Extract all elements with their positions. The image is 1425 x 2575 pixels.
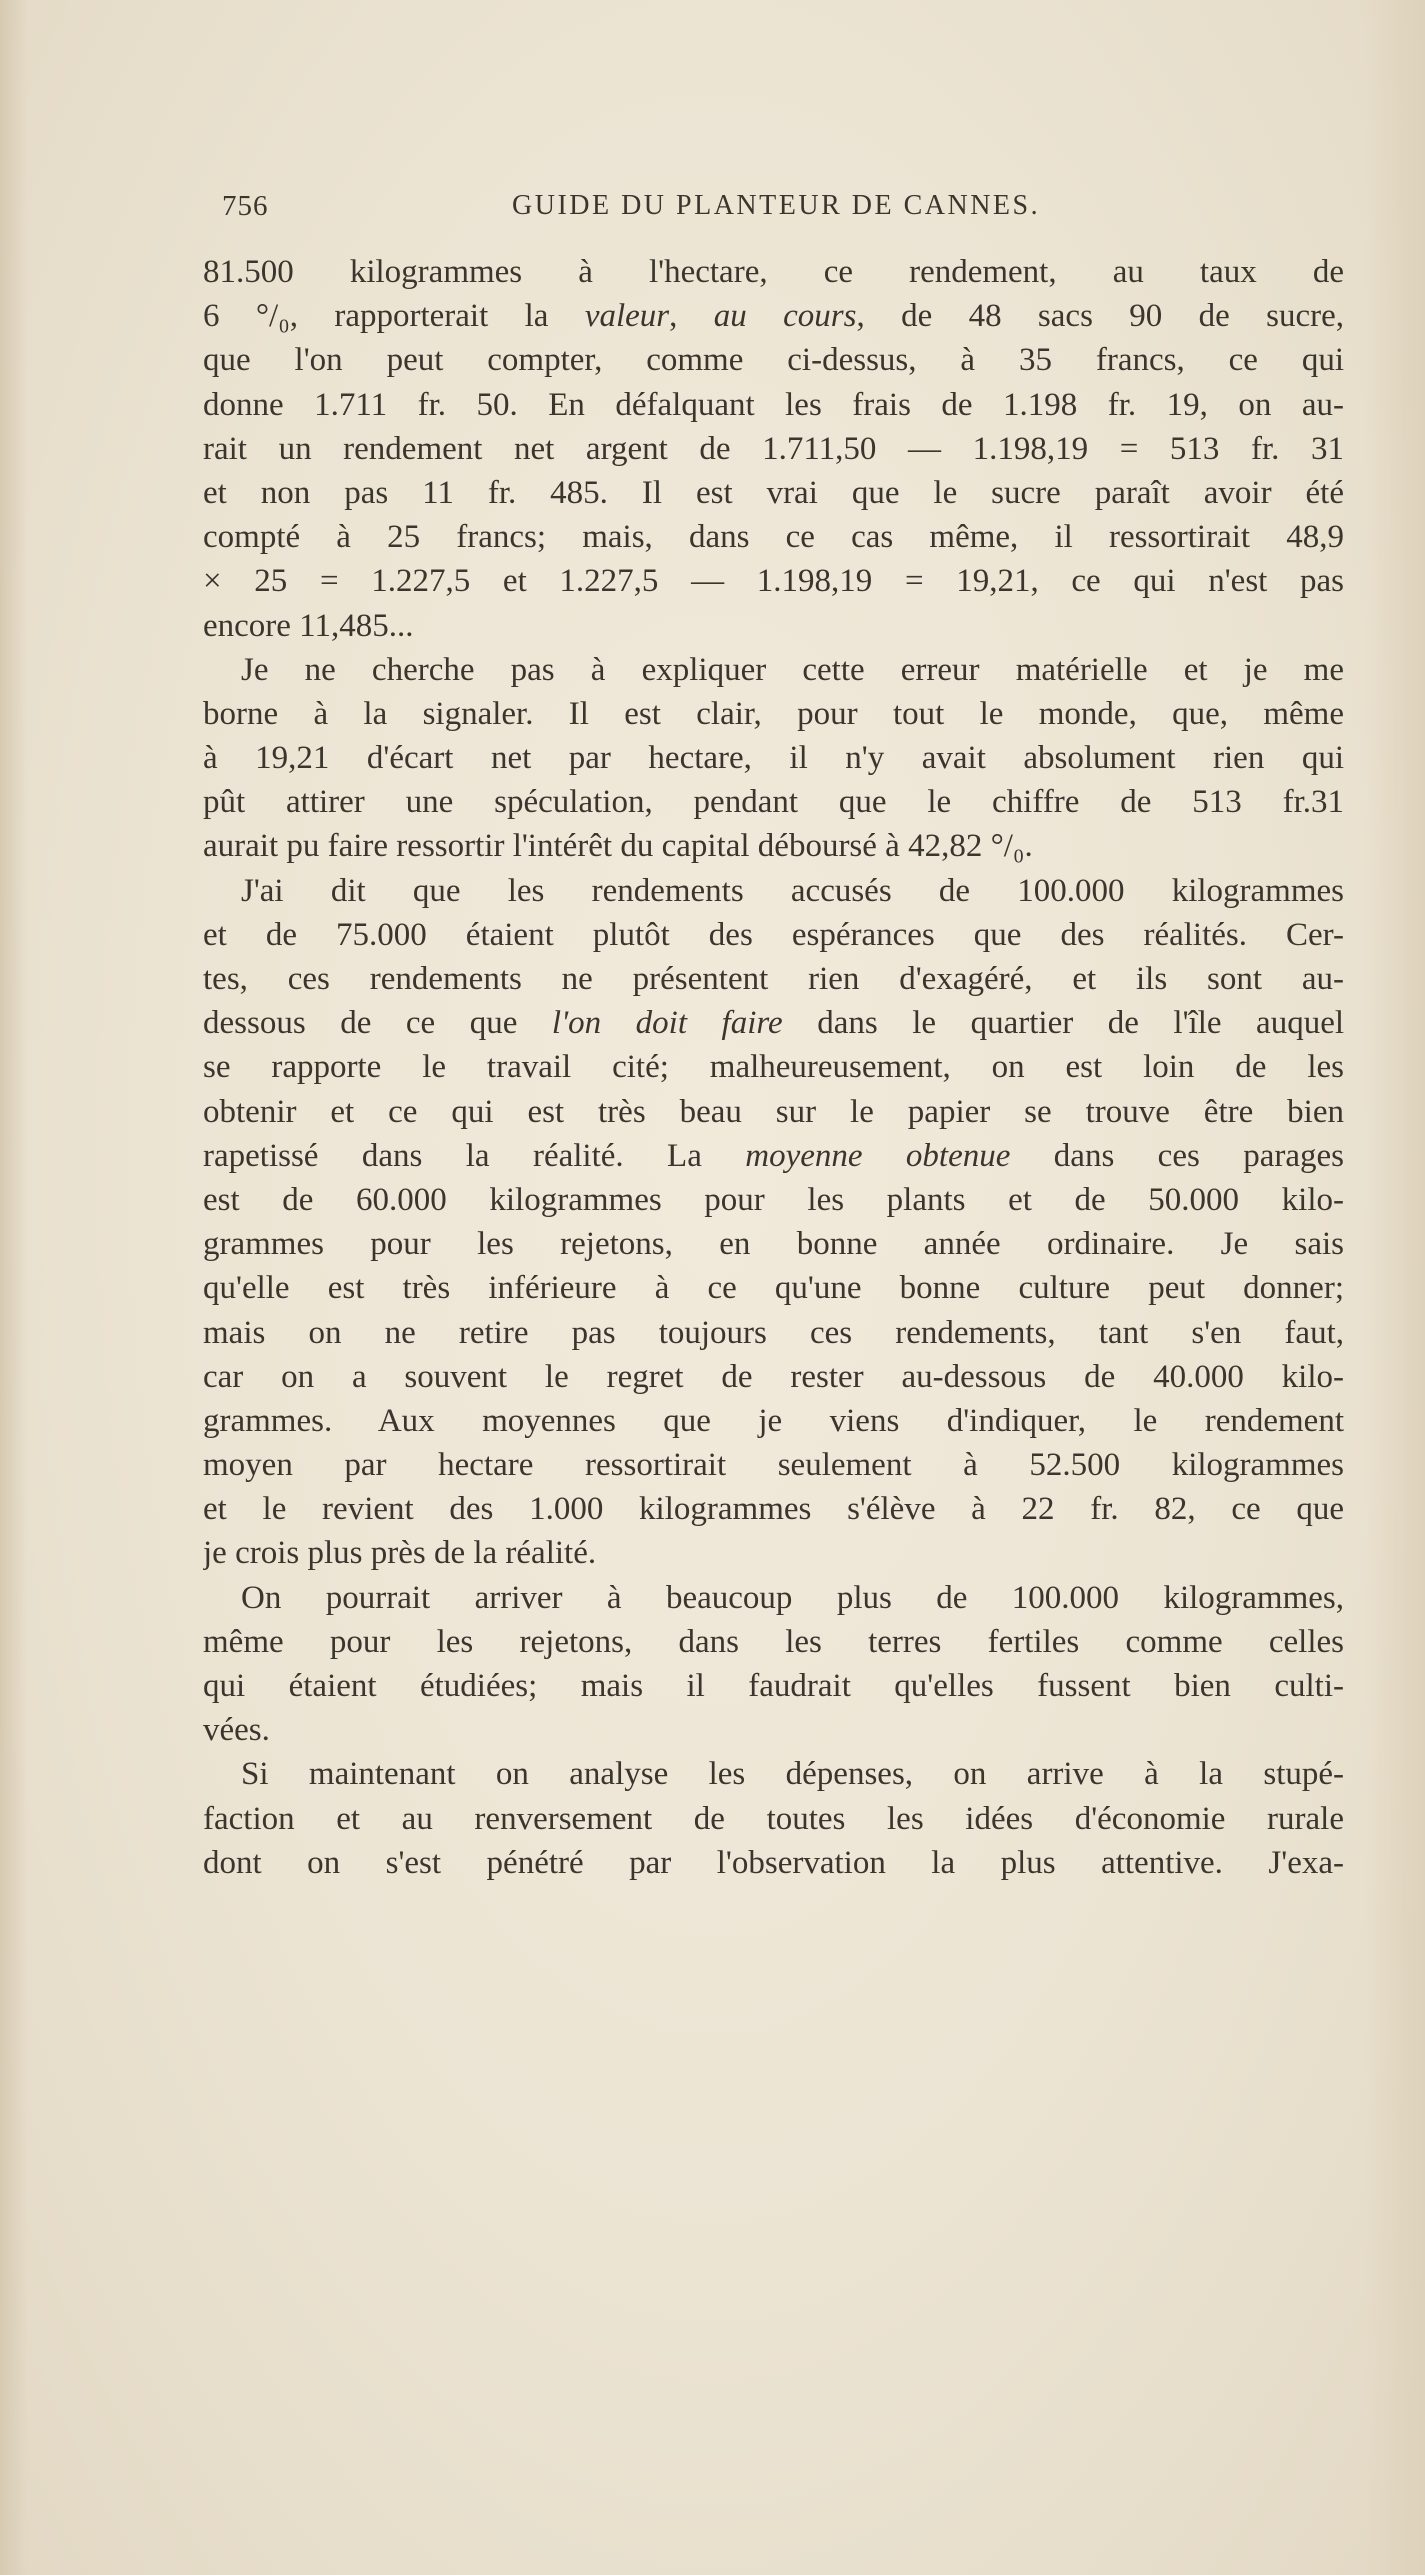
text-line: se rapporte le travail cité; malheureusement, on est loin de les	[203, 1049, 1344, 1086]
italic-text: moyenne obtenue	[745, 1137, 1011, 1174]
text-line: et de 75.000 étaient plutôt des espérances que des réalités. Cer-	[203, 916, 1344, 953]
text-line: que l'on peut compter, comme ci-dessus, à 35 francs, ce qui	[203, 342, 1344, 379]
body-text	[203, 250, 1344, 1885]
page-header	[222, 190, 1344, 234]
text-line	[203, 1134, 1344, 1178]
text-fragment: rapetissé dans la réalité. La	[203, 1137, 702, 1174]
paragraph-start: On pourrait arriver à beaucoup plus de 100.000 kilogrammes,	[241, 1579, 1344, 1616]
text-line: est de 60.000 kilogrammes pour les plants et de 50.000 kilo-	[203, 1181, 1344, 1218]
running-title: GUIDE DU PLANTEUR DE CANNES.	[512, 190, 1041, 221]
text-line: à 19,21 d'écart net par hectare, il n'y avait absolument rien qui	[203, 740, 1344, 777]
paragraph-start: Je ne cherche pas à expliquer cette erreur matérielle et je me	[241, 651, 1344, 688]
text-line: 81.500 kilogrammes à l'hectare, ce rendement, au taux de	[203, 254, 1344, 290]
text-line: donne 1.711 fr. 50. En défalquant les frais de 1.198 fr. 19, on au-	[203, 386, 1344, 423]
text-fragment: dessous de ce que	[203, 1005, 518, 1042]
paragraph-start: J'ai dit que les rendements accusés de 100.000 kilogrammes	[241, 872, 1344, 909]
text-line: dont on s'est pénétré par l'observation la plus attentive. J'exa-	[203, 1844, 1344, 1881]
paragraph-start: Si maintenant on analyse les dépenses, on arrive à la stupé-	[241, 1756, 1344, 1793]
text-line: je crois plus près de la réalité.	[203, 1535, 597, 1572]
text-line: moyen par hectare ressortirait seulement à 52.500 kilogrammes	[203, 1447, 1344, 1484]
text-line: faction et au renversement de toutes les idées d'économie rurale	[203, 1800, 1344, 1837]
text-line: même pour les rejetons, dans les terres fertiles comme celles	[203, 1623, 1344, 1660]
text-fragment: ,	[669, 298, 678, 335]
text-line	[203, 294, 1344, 338]
text-line: vées.	[203, 1712, 270, 1749]
text-line: qui étaient étudiées; mais il faudrait qu'elles fussent bien culti-	[203, 1668, 1344, 1704]
text-line: mais on ne retire pas toujours ces rendements, tant s'en faut,	[203, 1314, 1344, 1351]
text-line: obtenir et ce qui est très beau sur le papier se trouve être bien	[203, 1093, 1344, 1130]
text-line: et le revient des 1.000 kilogrammes s'élève à 22 fr. 82, ce que	[203, 1491, 1344, 1528]
text-line	[203, 1001, 1344, 1045]
text-fragment: dans le quartier de l'île auquel	[817, 1005, 1344, 1042]
text-fragment: 6 °/₀, rapporterait la	[203, 298, 549, 335]
text-line: qu'elle est très inférieure à ce qu'une bonne culture peut donner;	[203, 1270, 1344, 1307]
text-line: encore 11,485...	[203, 607, 414, 644]
text-line: rait un rendement net argent de 1.711,50 — 1.198,19 = 513 fr. 31	[203, 430, 1344, 467]
text-fragment: dans ces parages	[1053, 1137, 1344, 1174]
page-number: 756	[222, 190, 269, 222]
text-line: tes, ces rendements ne présentent rien d'exagéré, et ils sont au-	[203, 961, 1344, 997]
italic-text: l'on doit faire	[551, 1005, 783, 1042]
italic-text: valeur	[584, 298, 670, 335]
text-line: aurait pu faire ressortir l'intérêt du capital déboursé à 42,82 °/₀.	[203, 828, 1033, 865]
text-line: borne à la signaler. Il est clair, pour tout le monde, que, même	[203, 695, 1344, 732]
text-line: compté à 25 francs; mais, dans ce cas même, il ressortirait 48,9	[203, 519, 1344, 556]
text-line: car on a souvent le regret de rester au-dessous de 40.000 kilo-	[203, 1358, 1344, 1395]
text-line: pût attirer une spéculation, pendant que le chiffre de 513 fr.31	[203, 784, 1344, 821]
text-line: grammes pour les rejetons, en bonne année ordinaire. Je sais	[203, 1226, 1344, 1263]
text-fragment: , de 48 sacs 90 de sucre,	[856, 298, 1344, 335]
italic-text: au cours	[713, 298, 857, 335]
text-line: × 25 = 1.227,5 et 1.227,5 — 1.198,19 = 19,21, ce qui n'est pas	[203, 563, 1344, 600]
text-line: grammes. Aux moyennes que je viens d'indiquer, le rendement	[203, 1402, 1344, 1439]
text-line: et non pas 11 fr. 485. Il est vrai que le sucre paraît avoir été	[203, 474, 1344, 511]
